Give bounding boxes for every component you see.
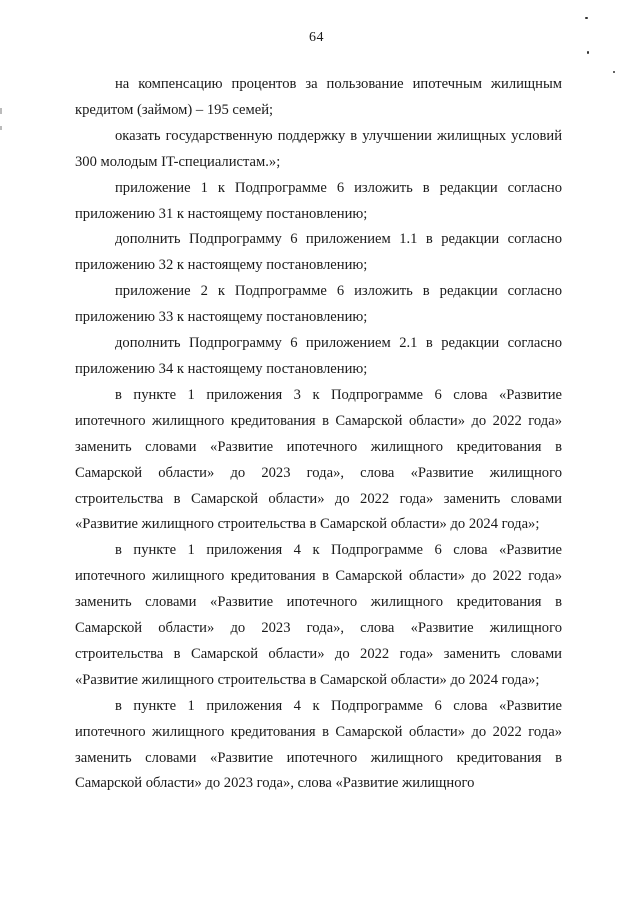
scan-speck bbox=[587, 51, 589, 54]
paragraph: дополнить Подпрограмму 6 приложением 1.1 в редакции согласно приложению 32 к настоящему постановлению; bbox=[75, 231, 562, 274]
paragraph: дополнить Подпрограмму 6 приложением 2.1 в редакции согласно приложению 34 к настоящему постановлению; bbox=[75, 335, 562, 377]
paragraph: в пункте 1 приложения 3 к Подпрограмме 6 слова «Развитие ипотечного жилищного кредитования в Самарской области» до 2022 года» заменить словами «Развитие ипотечного жилищного кредитования в Самарской области» до 2023 года», слова «Развитие жилищного строительства в Самарской области» до 2022 года» заменить словами «Развитие жилищного строительства в Самарской области» до 2024 года»; bbox=[75, 386, 562, 533]
paragraph: приложение 1 к Подпрограмме 6 изложить в редакции согласно приложению 31 к настоящему постановлению; bbox=[75, 179, 562, 222]
scan-edge-mark bbox=[0, 108, 2, 114]
scan-edge-mark bbox=[0, 126, 2, 130]
scan-speck bbox=[585, 17, 588, 19]
page-number: 64 bbox=[309, 30, 324, 45]
document-body bbox=[75, 72, 562, 797]
scan-speck bbox=[613, 71, 615, 73]
paragraph: оказать государственную поддержку в улучшении жилищных условий 300 молодым IT-специалистам.»; bbox=[75, 127, 562, 170]
paragraph: в пункте 1 приложения 4 к Подпрограмме 6 слова «Развитие ипотечного жилищного кредитования в Самарской области» до 2022 года» заменить словами «Развитие ипотечного жилищного кредитования в Самарской области» до 2023 года», слова «Развитие жилищного строительства в Самарской области» до 2022 года» заменить словами «Развитие жилищного строительства в Самарской области» до 2024 года»; bbox=[75, 542, 562, 688]
paragraph: приложение 2 к Подпрограмме 6 изложить в редакции согласно приложению 33 к настоящему постановлению; bbox=[75, 283, 562, 326]
paragraph: в пункте 1 приложения 4 к Подпрограмме 6 слова «Развитие ипотечного жилищного кредитования в Самарской области» до 2022 года» заменить словами «Развитие ипотечного жилищного кредитования в Самарской области» до 2023 года», слова «Развитие жилищного bbox=[75, 697, 562, 792]
paragraph: на компенсацию процентов за пользование ипотечным жилищным кредитом (займом) – 195 семей; bbox=[75, 76, 562, 118]
